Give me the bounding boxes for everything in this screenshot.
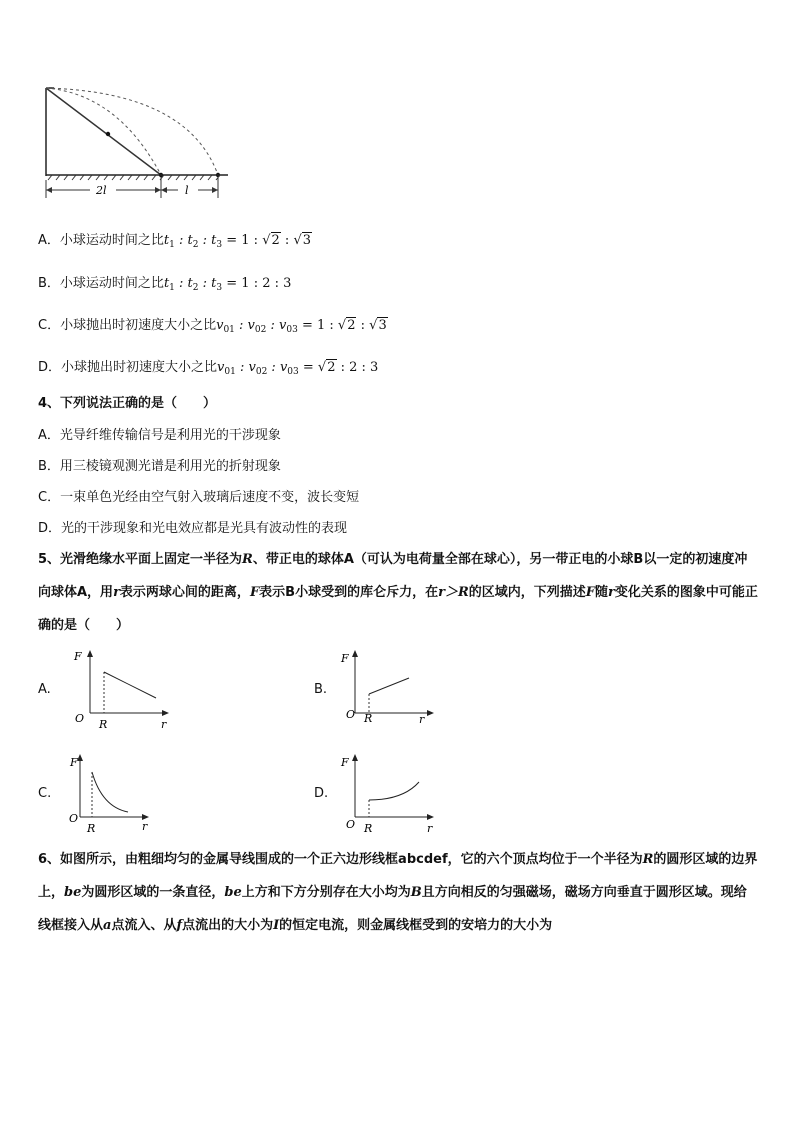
graph-a-F: F bbox=[74, 650, 82, 663]
graph-b-R: R bbox=[364, 712, 373, 725]
q4-option-b[interactable]: B．用三棱镜观测光谱是利用光的折射现象 bbox=[38, 459, 281, 474]
graph-b-O: O bbox=[346, 708, 356, 721]
q5-option-c-label[interactable]: C. bbox=[38, 786, 52, 801]
graph-d-O: O bbox=[346, 818, 356, 831]
q5-graph-c[interactable] bbox=[66, 752, 156, 836]
q5-stem: 5、光滑绝缘水平面上固定一半径为R、带正电的球体A（可认为电荷量全部在球心），另一带正电的小球B以一定的初速度冲向球体A，用r表示两球心间的距离，F表示B小球受到的库仑斥力，在r＞R的区域内，下列描述F随r变化关系的图象中可能正确的是（ ） bbox=[38, 552, 758, 633]
q3-option-b[interactable]: B．小球运动时间之比$t_1$ : $t_2$ : $t_3 = 1$ : 2 : 3 bbox=[38, 276, 292, 293]
graph-a-O: O bbox=[75, 712, 85, 725]
graph-b-r: r bbox=[419, 713, 425, 726]
q4-option-a[interactable]: A．光导纤维传输信号是利用光的干涉现象 bbox=[38, 428, 281, 443]
q3-option-a[interactable]: A．小球运动时间之比$t_1$ : $t_2$ : $t_3 = 1$ : √2 : √3 bbox=[38, 233, 312, 250]
graph-b-F: F bbox=[341, 652, 349, 665]
q5-graph-b[interactable] bbox=[333, 648, 443, 732]
graph-d-F: F bbox=[341, 756, 349, 769]
q5-graph-d[interactable] bbox=[333, 752, 443, 836]
graph-c-R: R bbox=[87, 822, 96, 835]
q3-option-d[interactable]: D．小球抛出时初速度大小之比$v_{01}$ : $v_{02}$ : $v_{03} = √2$ : 2 : 3 bbox=[38, 360, 379, 377]
q4-option-d[interactable]: D．光的干涉现象和光电效应都是光具有波动性的表现 bbox=[38, 521, 348, 536]
graph-c-O: O bbox=[69, 812, 79, 825]
q5-option-b-label[interactable]: B. bbox=[314, 682, 328, 697]
label-l: l bbox=[185, 184, 189, 197]
q3-option-c[interactable]: C．小球抛出时初速度大小之比$v_{01}$ : $v_{02}$ : $v_{03} = 1$ : √2 : √3 bbox=[38, 318, 387, 335]
graph-d-R: R bbox=[364, 822, 373, 835]
graph-a-r: r bbox=[161, 718, 167, 731]
q5-option-a-label[interactable]: A. bbox=[38, 682, 51, 697]
label-2l: 2l bbox=[96, 184, 107, 197]
q5-graph-a[interactable] bbox=[66, 648, 176, 732]
graph-c-F: F bbox=[70, 756, 78, 769]
q6-stem: 6、如图所示，由粗细均匀的金属导线围成的一个正六边形线框abcdef，它的六个顶点均位于一个半径为R的圆形区域的边界上，be为圆形区域的一条直径，be上方和下方分别存在大小均为B且方向相反的匀强磁场，磁场方向垂直于圆形区域。现给线框接入从a点流入、从f点流出的大小为I的恒定电流，则金属线框受到的安培力的大小为 bbox=[38, 852, 758, 933]
graph-d-r: r bbox=[427, 822, 433, 835]
q4-option-c[interactable]: C．一束单色光经由空气射入玻璃后速度不变，波长变短 bbox=[38, 490, 360, 505]
graph-c-r: r bbox=[142, 820, 148, 833]
q5-option-d-label[interactable]: D. bbox=[314, 786, 329, 801]
q4-stem: 4、下列说法正确的是（ ） bbox=[38, 396, 217, 411]
projectile-figure bbox=[38, 80, 238, 205]
graph-a-R: R bbox=[99, 718, 108, 731]
